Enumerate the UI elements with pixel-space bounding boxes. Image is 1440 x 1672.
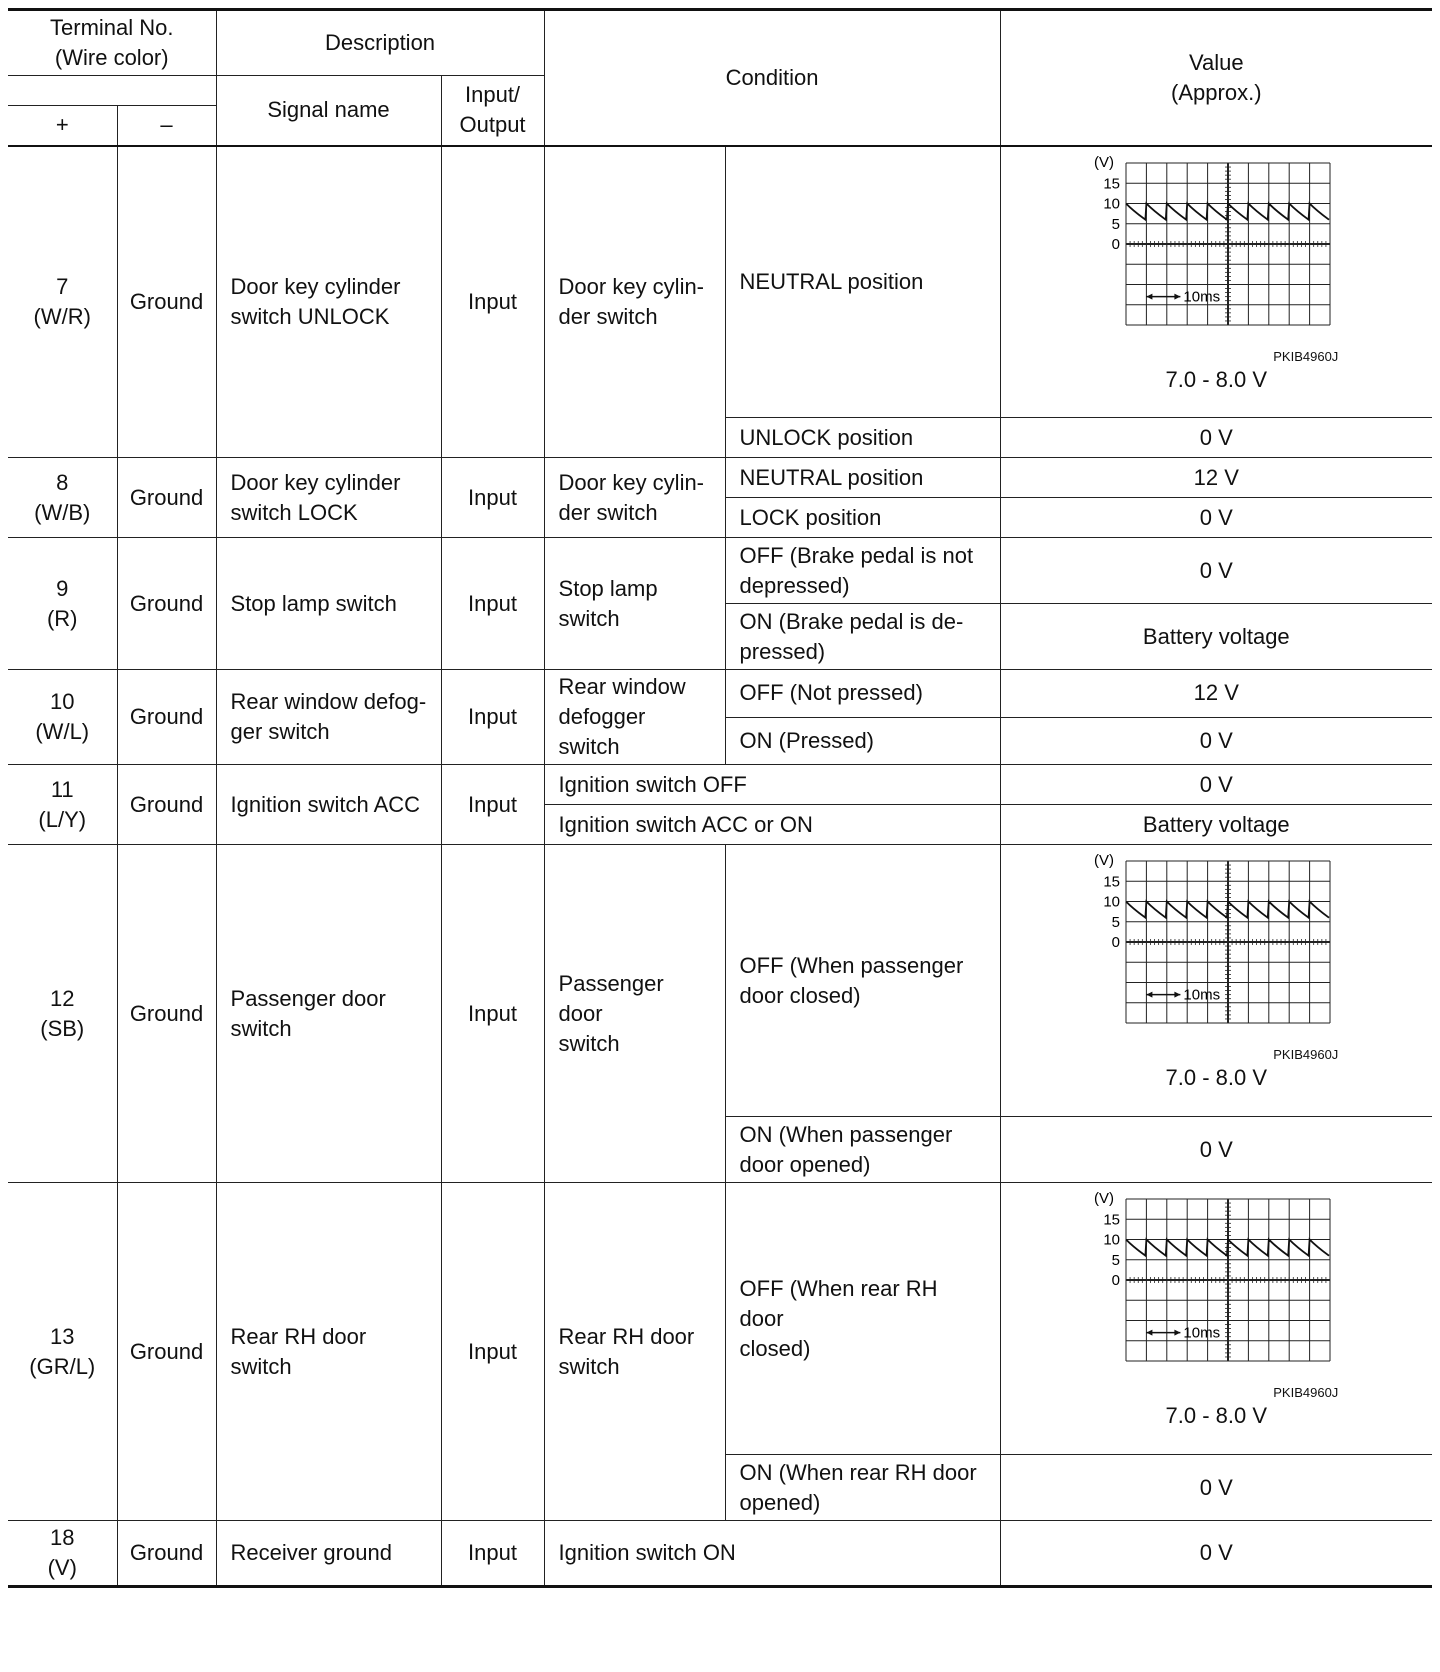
- value-text: 7.0 - 8.0 V: [1165, 1403, 1268, 1428]
- condition-detail: ON (When rear RH door opened): [725, 1455, 1000, 1521]
- terminal-ground: Ground: [117, 845, 216, 1183]
- terminal-number: 13 (GR/L): [8, 1183, 117, 1521]
- waveform-chart: [1086, 853, 1346, 1039]
- time-scale-arrow-left: [1147, 1330, 1153, 1336]
- value-text: Battery voltage: [1000, 805, 1432, 845]
- waveform-y-tick-label: 5: [1111, 215, 1121, 233]
- input-output: Input: [441, 845, 544, 1183]
- header-description: Description: [216, 10, 544, 76]
- terminal-table-wrapper: [8, 8, 1432, 1588]
- condition-detail: ON (When passenger door opened): [725, 1117, 1000, 1183]
- condition-detail: OFF (Not pressed): [725, 670, 1000, 718]
- terminal-number: 12 (SB): [8, 845, 117, 1183]
- header-plus: +: [8, 106, 117, 146]
- waveform-y-tick-label: 0: [1111, 934, 1121, 951]
- input-output: Input: [441, 1521, 544, 1587]
- table-row: [8, 765, 1432, 805]
- time-scale-arrow-left: [1147, 992, 1153, 998]
- input-output: Input: [441, 1183, 544, 1521]
- header-value: Value (Approx.): [1000, 10, 1432, 146]
- input-output: Input: [441, 670, 544, 765]
- terminal-number: 8 (W/B): [8, 458, 117, 538]
- value-text: 0 V: [1000, 538, 1432, 604]
- table-row: [8, 458, 1432, 498]
- waveform-y-tick-label: 5: [1111, 1251, 1121, 1269]
- waveform-figure: [1086, 853, 1346, 1093]
- waveform-trace: [1126, 1240, 1329, 1256]
- time-scale-label: 10ms: [1183, 986, 1221, 1004]
- value-text: 0 V: [1000, 717, 1432, 765]
- terminal-ground: Ground: [117, 538, 216, 670]
- terminal-ground: Ground: [117, 1183, 216, 1521]
- waveform-y-tick-label: 0: [1111, 1272, 1121, 1289]
- value-text: 0 V: [1000, 418, 1432, 458]
- waveform-y-tick-label: 10: [1103, 195, 1121, 212]
- time-scale-label: 10ms: [1183, 1324, 1221, 1342]
- terminal-number: 11 (L/Y): [8, 765, 117, 845]
- condition-group: Rear window defogger switch: [544, 670, 725, 765]
- waveform-figure: [1086, 155, 1346, 395]
- table-row: [8, 146, 1432, 418]
- table-row: [8, 845, 1432, 1117]
- table-row: [8, 670, 1432, 718]
- value-cell: [1000, 146, 1432, 418]
- table-body: [8, 146, 1432, 1587]
- header-condition: Condition: [544, 10, 1000, 146]
- terminal-number: 10 (W/L): [8, 670, 117, 765]
- value-text: Battery voltage: [1000, 604, 1432, 670]
- waveform-grid: [1126, 163, 1330, 325]
- input-output: Input: [441, 458, 544, 538]
- waveform-figure-id: PKIB4960J: [1273, 348, 1339, 364]
- waveform-y-tick-label: 10: [1103, 1231, 1121, 1249]
- signal-name: Receiver ground: [216, 1521, 441, 1587]
- condition-detail: NEUTRAL position: [725, 458, 1000, 498]
- waveform-y-tick-label: 5: [1111, 913, 1121, 931]
- terminal-number: 18 (V): [8, 1521, 117, 1587]
- time-scale-label: 10ms: [1183, 288, 1221, 306]
- terminal-number: 7 (W/R): [8, 146, 117, 458]
- terminal-ground: Ground: [117, 1521, 216, 1587]
- table-row: [8, 1521, 1432, 1587]
- terminal-ground: Ground: [117, 146, 216, 458]
- waveform-unit-label: (V): [1094, 1191, 1115, 1207]
- waveform-grid: [1126, 1199, 1330, 1361]
- waveform-chart: [1086, 1191, 1346, 1377]
- value-text: 0 V: [1000, 1117, 1432, 1183]
- header-minus: –: [117, 106, 216, 146]
- waveform-unit-label: (V): [1094, 154, 1115, 171]
- signal-name: Passenger door switch: [216, 845, 441, 1183]
- condition-detail: Ignition switch OFF: [544, 765, 1000, 805]
- table-row: [8, 538, 1432, 604]
- condition-group: Passenger door switch: [544, 845, 725, 1183]
- waveform-y-tick-label: 15: [1103, 174, 1121, 192]
- value-text: 7.0 - 8.0 V: [1165, 366, 1268, 392]
- waveform-grid: [1126, 861, 1330, 1023]
- condition-detail: Ignition switch ACC or ON: [544, 805, 1000, 845]
- waveform-trace: [1126, 203, 1329, 219]
- value-text: 12 V: [1000, 458, 1432, 498]
- value-cell: [1000, 1183, 1432, 1455]
- value-text: 0 V: [1000, 1455, 1432, 1521]
- signal-name: Door key cylinder switch LOCK: [216, 458, 441, 538]
- terminal-ground: Ground: [117, 765, 216, 845]
- signal-name: Door key cylinder switch UNLOCK: [216, 146, 441, 458]
- header-terminal-spacer: [8, 76, 216, 106]
- condition-detail: OFF (When passenger door closed): [725, 845, 1000, 1117]
- waveform-y-tick-label: 15: [1103, 873, 1121, 891]
- signal-name: Rear window defog- ger switch: [216, 670, 441, 765]
- waveform-y-tick-label: 10: [1103, 893, 1121, 911]
- condition-group: Rear RH door switch: [544, 1183, 725, 1521]
- condition-detail: NEUTRAL position: [725, 146, 1000, 418]
- header-terminal-no: Terminal No. (Wire color): [8, 10, 216, 76]
- input-output: Input: [441, 765, 544, 845]
- time-scale-arrow-right: [1175, 1330, 1181, 1336]
- condition-detail: ON (Brake pedal is de- pressed): [725, 604, 1000, 670]
- value-cell: [1000, 845, 1432, 1117]
- terminal-ground: Ground: [117, 670, 216, 765]
- waveform-unit-label: (V): [1094, 853, 1115, 869]
- signal-name: Stop lamp switch: [216, 538, 441, 670]
- terminal-number: 9 (R): [8, 538, 117, 670]
- value-text: 7.0 - 8.0 V: [1165, 1065, 1268, 1090]
- time-scale-arrow-right: [1175, 992, 1181, 998]
- waveform-figure-id: PKIB4960J: [1273, 1385, 1339, 1400]
- signal-name: Ignition switch ACC: [216, 765, 441, 845]
- time-scale-arrow-left: [1147, 293, 1153, 299]
- condition-group: Door key cylin- der switch: [544, 458, 725, 538]
- input-output: Input: [441, 538, 544, 670]
- value-text: 0 V: [1000, 498, 1432, 538]
- terminal-ground: Ground: [117, 458, 216, 538]
- condition-detail: OFF (When rear RH door closed): [725, 1183, 1000, 1455]
- header-signal-name: Signal name: [216, 76, 441, 146]
- input-output: Input: [441, 146, 544, 458]
- condition-detail: OFF (Brake pedal is not depressed): [725, 538, 1000, 604]
- condition-detail: Ignition switch ON: [544, 1521, 1000, 1587]
- condition-group: Stop lamp switch: [544, 538, 725, 670]
- waveform-figure-id: PKIB4960J: [1273, 1047, 1339, 1062]
- waveform-trace: [1126, 902, 1329, 918]
- time-scale-arrow-right: [1175, 293, 1181, 299]
- value-text: 0 V: [1000, 765, 1432, 805]
- signal-name: Rear RH door switch: [216, 1183, 441, 1521]
- condition-detail: ON (Pressed): [725, 717, 1000, 765]
- waveform-chart: [1086, 155, 1346, 341]
- condition-group: Door key cylin- der switch: [544, 146, 725, 458]
- waveform-y-tick-label: 0: [1111, 235, 1121, 253]
- waveform-figure: [1086, 1191, 1346, 1431]
- value-text: 12 V: [1000, 670, 1432, 718]
- waveform-y-tick-label: 15: [1103, 1211, 1121, 1229]
- value-text: 0 V: [1000, 1521, 1432, 1587]
- condition-detail: LOCK position: [725, 498, 1000, 538]
- condition-detail: UNLOCK position: [725, 418, 1000, 458]
- table-row: [8, 1183, 1432, 1455]
- terminal-spec-table: [8, 8, 1432, 1588]
- header-input-output: Input/ Output: [441, 76, 544, 146]
